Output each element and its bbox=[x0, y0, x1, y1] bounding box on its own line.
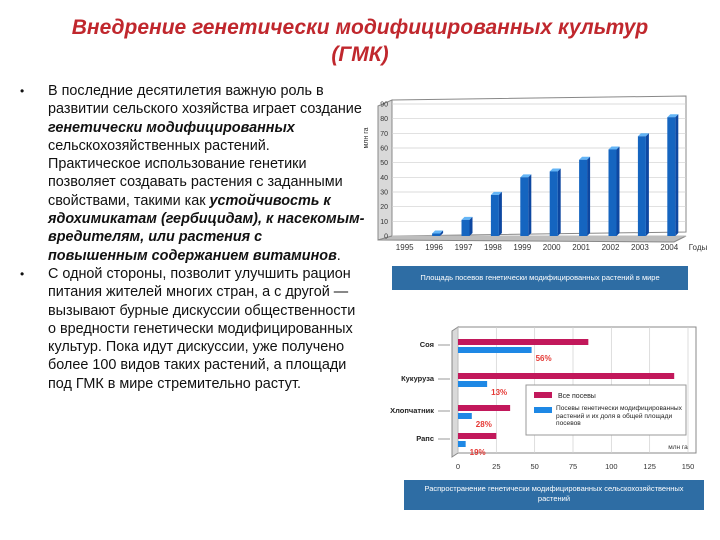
x-axis-label: Годы bbox=[688, 243, 708, 252]
x-tick-label: 2002 bbox=[601, 243, 620, 252]
bar bbox=[550, 171, 558, 236]
bar-side bbox=[470, 217, 473, 236]
x-tick-label: 1997 bbox=[454, 243, 473, 252]
x-tick-label: 25 bbox=[492, 462, 501, 471]
legend-swatch-all bbox=[534, 392, 552, 398]
y-tick-label: 80 bbox=[380, 116, 388, 124]
chart2-caption: Распространение генетически модифицированных сельскохозяйственных растений bbox=[424, 484, 684, 503]
share-label: 13% bbox=[491, 388, 508, 397]
x-tick-label: 1996 bbox=[425, 243, 443, 252]
x-tick-label: 1998 bbox=[484, 243, 502, 252]
bar-all bbox=[458, 405, 510, 411]
legend-swatch-gm bbox=[534, 407, 552, 413]
bar-gm bbox=[458, 441, 466, 447]
bar bbox=[491, 195, 499, 236]
bar-side bbox=[528, 174, 531, 236]
title-line-1: Внедрение генетически модифицированных культур bbox=[71, 16, 649, 39]
bar-all bbox=[458, 373, 674, 379]
bar bbox=[667, 117, 675, 236]
bar-gm bbox=[458, 413, 472, 419]
bar bbox=[609, 149, 617, 236]
x-tick-label: 2001 bbox=[572, 243, 590, 252]
category-label: Рапс bbox=[416, 434, 434, 443]
bar-side bbox=[617, 146, 620, 236]
x-tick-label: 75 bbox=[568, 462, 578, 471]
x-tick-label: 125 bbox=[643, 462, 656, 471]
x-tick-label: 2000 bbox=[542, 243, 561, 252]
legend-label-gm-wrap bbox=[556, 405, 682, 435]
legend-label-all: Все посевы bbox=[558, 393, 596, 400]
x-tick-label: 50 bbox=[530, 462, 539, 471]
bullet-icon: • bbox=[20, 84, 25, 98]
y-axis-label: млн га bbox=[363, 127, 370, 149]
bar bbox=[432, 234, 440, 236]
x-tick-label: 150 bbox=[681, 462, 695, 471]
x-tick-label: 2003 bbox=[631, 243, 649, 252]
y-tick-label: 70 bbox=[380, 130, 388, 138]
bar-side bbox=[499, 192, 502, 236]
bar-side bbox=[675, 114, 678, 236]
category-label: Кукуруза bbox=[401, 374, 434, 383]
bar-side bbox=[587, 157, 590, 236]
emphasis-properties: устойчивость к ядохимикатам (гербицидам), к насекомым-вредителям, или растения с повышенным содержанием витаминов bbox=[48, 192, 365, 264]
x-tick-label: 100 bbox=[605, 462, 618, 471]
bar bbox=[520, 177, 528, 236]
emphasis-gm: генетически модифицированных bbox=[48, 119, 295, 136]
bar bbox=[579, 160, 587, 236]
y-tick-label: 40 bbox=[380, 174, 388, 182]
x-tick-label: 1999 bbox=[513, 243, 532, 252]
bar-side bbox=[558, 168, 561, 236]
bar bbox=[638, 136, 646, 236]
x-tick-label: 0 bbox=[455, 462, 461, 471]
title-line-2: (ГМК) bbox=[331, 43, 389, 66]
category-label: Соя bbox=[419, 340, 434, 349]
bar-side bbox=[646, 133, 649, 236]
crop-distribution-chart bbox=[360, 325, 706, 475]
share-label: 56% bbox=[535, 354, 552, 363]
y-tick-label: 30 bbox=[380, 189, 388, 197]
bar bbox=[462, 220, 470, 236]
y-tick-label: 50 bbox=[380, 160, 388, 168]
chart1-caption: Площадь посевов генетически модифицированных растений в мире bbox=[420, 273, 660, 282]
legend-label-gm: Посевы генетически модифицированных растений и их доля в общей площади посевов bbox=[556, 405, 682, 428]
body-text bbox=[20, 82, 365, 393]
bullet-paragraph-1: • В последние десятилетия важную роль в развитии сельского хозяйства играет создание генетически модифицированных сельскохозяйственных растений. Практическое использование генетики позволяет создавать растения с заданными свойствами, такими как устойчивость к ядохимикатам (гербицидам), к насекомым-вредителям, или растения с повышенным содержанием витаминов. bbox=[20, 83, 365, 264]
x-tick-label: 2004 bbox=[660, 243, 679, 252]
area-bar-chart bbox=[352, 92, 720, 254]
x-tick-label: 1995 bbox=[395, 243, 414, 252]
bar-all bbox=[458, 433, 496, 439]
chart-floor bbox=[378, 233, 686, 242]
bullet-icon: • bbox=[20, 266, 25, 281]
bar-all bbox=[458, 339, 588, 345]
y-tick-label: 90 bbox=[380, 101, 388, 109]
bar-gm bbox=[458, 381, 487, 387]
y-tick-label: 10 bbox=[380, 218, 388, 226]
bar-gm bbox=[458, 347, 532, 353]
share-label: 28% bbox=[475, 420, 492, 429]
y-tick-label: 60 bbox=[380, 145, 388, 153]
share-label: 19% bbox=[469, 448, 486, 457]
y-tick-label: 0 bbox=[384, 233, 388, 241]
x-axis-unit-label: млн га bbox=[668, 444, 688, 451]
chart2-side-wall bbox=[452, 327, 458, 457]
slide-title bbox=[40, 14, 680, 68]
category-label: Хлопчатник bbox=[390, 406, 434, 415]
y-tick-label: 20 bbox=[380, 204, 388, 212]
bullet-paragraph-2: • С одной стороны, позволит улучшить рацион питания жителей многих стран, а с другой — вызывают бурные дискуссии общественности о вредности генетически модифицированных культур. Пока идут дискуссии, уже получено более 100 видов таких растений, а площади под ГМК в мире стремительно растут. bbox=[20, 265, 356, 392]
